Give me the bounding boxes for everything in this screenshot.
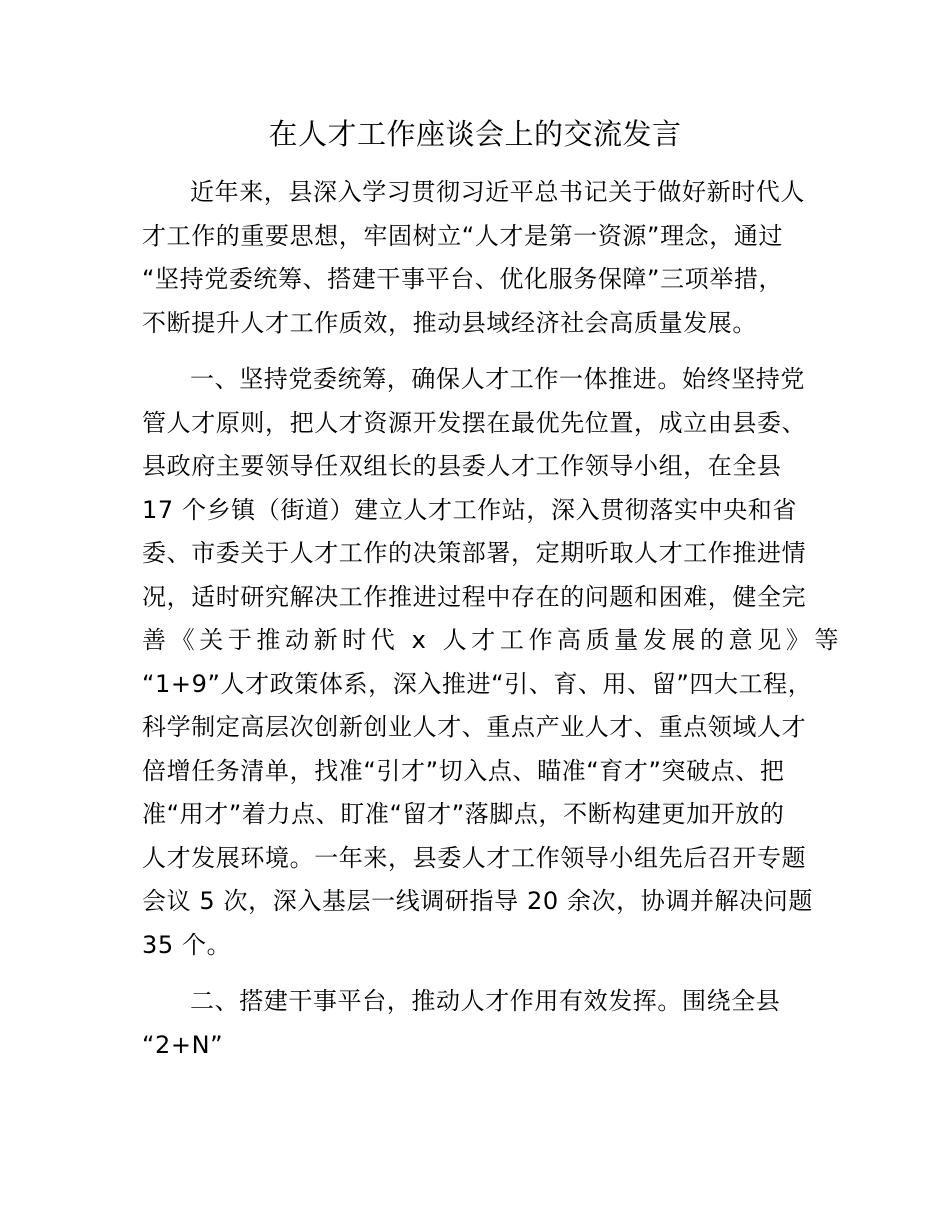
text-line: 不断提升人才工作质效，推动县域经济社会高质量发展。 xyxy=(142,308,757,337)
paragraph-intro xyxy=(142,171,842,345)
text-line: 况，适时研究解决工作推进过程中存在的问题和困难，健全完 xyxy=(142,582,807,611)
text-line: 近年来，县深入学习贯彻习近平总书记关于做好新时代人 xyxy=(190,178,805,206)
text-line: 管人才原则，把人才资源开发摆在最优先位置，成立由县委、 xyxy=(142,408,807,437)
text-line: 科学制定高层次创新创业人才、重点产业人才、重点领域人才 xyxy=(142,713,807,741)
text-line: 倍增任务清单，找准“引才”切入点、瞄准“育才”突破点、把 xyxy=(142,756,785,785)
text-line: 县政府主要领导任双组长的县委人才工作领导小组，在全县 xyxy=(142,452,782,480)
paragraph-section-two xyxy=(142,980,842,1067)
text-line: 委、市委关于人才工作的决策部署，定期听取人才工作推进情 xyxy=(142,539,807,567)
text-line: “1+9”人才政策体系，深入推进“引、育、用、留”四大工程， xyxy=(142,669,813,698)
text-line: “坚持党委统筹、搭建干事平台、优化服务保障”三项举措， xyxy=(142,265,784,293)
text-line: 准“用才”着力点、盯准“留才”落脚点，不断构建更加开放的 xyxy=(142,800,785,828)
text-line: “2+N” xyxy=(142,1030,224,1059)
paragraph-section-one xyxy=(142,358,842,967)
document-body xyxy=(142,171,842,1080)
text-line: 二、搭建干事平台，推动人才作用有效发挥。围绕全县 xyxy=(190,987,781,1015)
document-title: 在人才工作座谈会上的交流发言 xyxy=(268,117,682,151)
text-line: 一、坚持党委统筹，确保人才工作一体推进。始终坚持党 xyxy=(190,365,805,393)
text-line: 善《关于推动新时代 x 人才工作高质量发展的意见》等 xyxy=(142,626,844,654)
text-line: 35 个。 xyxy=(142,930,232,959)
text-line: 17 个乡镇（街道）建立人才工作站，深入贯彻落实中央和省 xyxy=(142,495,797,524)
text-line: 才工作的重要思想，牢固树立“人才是第一资源”理念，通过 xyxy=(142,221,784,250)
text-line: 会议 5 次，深入基层一线调研指导 20 余次，协调并解决问题 xyxy=(142,887,813,915)
text-line: 人才发展环境。一年来，县委人才工作领导小组先后召开专题 xyxy=(142,843,807,872)
